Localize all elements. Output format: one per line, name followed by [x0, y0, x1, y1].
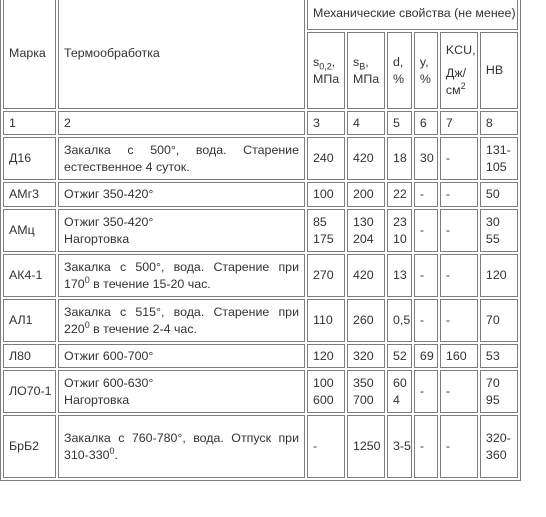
- reduction-of-area-cell: 30: [414, 137, 438, 180]
- elongation-cell: 22: [387, 182, 412, 207]
- reduction-of-area-cell: -: [414, 415, 438, 478]
- tensile-strength-cell: [347, 370, 385, 413]
- impact-toughness-cell: -: [440, 209, 478, 252]
- impact-toughness-cell: -: [440, 182, 478, 207]
- column-number: 2: [58, 111, 305, 135]
- column-number: 1: [3, 111, 56, 135]
- grade-cell: АК4-1: [3, 254, 56, 297]
- grade-cell: БрБ2: [3, 415, 56, 478]
- reduction-of-area-cell: 69: [414, 344, 438, 368]
- treatment-line: Отжиг 600-630°: [64, 375, 154, 390]
- treatment-cell: Отжиг 600-700°: [58, 344, 305, 368]
- treatment-line: Нагортовка: [64, 392, 130, 407]
- treatment-cell: [58, 209, 305, 252]
- treatment-text: Закалка с 515°, вода. Старение при 220: [64, 304, 299, 336]
- tensile-strength-cell: 320: [347, 344, 385, 368]
- elongation-cell: 52: [387, 344, 412, 368]
- value-line: 175: [313, 231, 334, 246]
- tensile-strength-cell: 1250: [347, 415, 385, 478]
- grade-cell: АЛ1: [3, 299, 56, 342]
- treatment-cell: Закалка с 500°, вода. Старение естественное 4 суток.: [58, 137, 305, 180]
- sigma-subscript: В: [359, 60, 366, 71]
- grade-cell: АМц: [3, 209, 56, 252]
- yield-strength-cell: [307, 209, 345, 252]
- hardness-cell: [480, 370, 518, 413]
- grade-cell: Л80: [3, 344, 56, 368]
- tensile-strength-cell: 420: [347, 254, 385, 297]
- impact-toughness-cell: -: [440, 415, 478, 478]
- header-symbol: KCU,: [445, 43, 476, 57]
- value-line: 70: [485, 375, 500, 390]
- sigma-subscript: 0,2: [319, 60, 332, 71]
- header-mechanical-properties: Механические свойства (не менее): [307, 0, 518, 30]
- header-unit: Дж/: [445, 66, 467, 80]
- treatment-cell: [58, 254, 305, 297]
- table-row: [3, 344, 518, 368]
- header-unit: МПа: [313, 71, 340, 86]
- hardness-cell: 320-360: [480, 415, 518, 478]
- hardness-cell: 53: [480, 344, 518, 368]
- degree-superscript: 0: [84, 274, 90, 285]
- column-number-row: [3, 111, 518, 135]
- sigma-symbol: s: [353, 54, 360, 69]
- treatment-line: Нагортовка: [64, 231, 130, 246]
- value-line: 95: [485, 392, 500, 407]
- hardness-cell: 50: [480, 182, 518, 207]
- value-line: 55: [485, 231, 500, 246]
- column-number: 7: [440, 111, 478, 135]
- value-line: 23: [393, 214, 407, 229]
- value-line: 700: [353, 392, 374, 407]
- treatment-line: Отжиг 350-420°: [64, 214, 154, 229]
- header-tensile-strength: [347, 32, 385, 109]
- table-row: [3, 299, 518, 342]
- header-unit: %: [419, 71, 431, 86]
- treatment-text: .: [114, 447, 118, 462]
- treatment-text: в течение 2-4 час.: [89, 321, 197, 336]
- grade-cell: Д16: [3, 137, 56, 180]
- impact-toughness-cell: -: [440, 137, 478, 180]
- reduction-of-area-cell: -: [414, 182, 438, 207]
- hardness-cell: [480, 209, 518, 252]
- header-symbol: d,: [393, 54, 404, 69]
- column-number: 4: [347, 111, 385, 135]
- grade-cell: ЛО70-1: [3, 370, 56, 413]
- yield-strength-cell: 120: [307, 344, 345, 368]
- sigma-symbol: s: [313, 54, 320, 69]
- yield-strength-cell: -: [307, 415, 345, 478]
- value-line: 85: [313, 214, 327, 229]
- header-reduction-of-area: [414, 32, 438, 109]
- header-hardness: HB: [480, 32, 518, 109]
- treatment-cell: [58, 299, 305, 342]
- header-grade: Марка: [3, 0, 56, 109]
- yield-strength-cell: 270: [307, 254, 345, 297]
- impact-toughness-cell: -: [440, 254, 478, 297]
- reduction-of-area-cell: -: [414, 254, 438, 297]
- tensile-strength-cell: 260: [347, 299, 385, 342]
- elongation-cell: 3-5: [387, 415, 412, 478]
- elongation-cell: [387, 209, 412, 252]
- value-line: 100: [313, 375, 334, 390]
- treatment-cell: [58, 370, 305, 413]
- degree-superscript: 0: [109, 445, 115, 456]
- value-line: 10: [393, 231, 407, 246]
- elongation-cell: 18: [387, 137, 412, 180]
- header-unit-superscript: 2: [460, 80, 466, 91]
- tensile-strength-cell: 200: [347, 182, 385, 207]
- header-impact-toughness: [440, 32, 478, 109]
- header-comma: ,: [331, 54, 336, 69]
- value-line: 130: [353, 214, 374, 229]
- header-unit: %: [393, 71, 405, 86]
- header-elongation: [387, 32, 412, 109]
- value-line: 600: [313, 392, 334, 407]
- yield-strength-cell: 240: [307, 137, 345, 180]
- reduction-of-area-cell: -: [414, 209, 438, 252]
- yield-strength-cell: 100: [307, 182, 345, 207]
- tensile-strength-cell: 420: [347, 137, 385, 180]
- hardness-cell: 70: [480, 299, 518, 342]
- degree-superscript: 0: [84, 319, 90, 330]
- header-comma: ,: [365, 54, 369, 69]
- table-row: [3, 254, 518, 297]
- treatment-text: Закалка с 500°, вода. Старение при 170: [64, 259, 299, 291]
- grade-cell: АМг3: [3, 182, 56, 207]
- impact-toughness-cell: 160: [440, 344, 478, 368]
- elongation-cell: [387, 370, 412, 413]
- hardness-cell: 131-105: [480, 137, 518, 180]
- elongation-cell: 0,5: [387, 299, 412, 342]
- header-treatment: Термообработка: [58, 0, 305, 109]
- impact-toughness-cell: -: [440, 299, 478, 342]
- column-number: 3: [307, 111, 345, 135]
- reduction-of-area-cell: -: [414, 299, 438, 342]
- value-line: 4: [393, 392, 400, 407]
- treatment-cell: Отжиг 350-420°: [58, 182, 305, 207]
- impact-toughness-cell: -: [440, 370, 478, 413]
- value-line: 60: [393, 375, 407, 390]
- treatment-text: Закалка с 760-780°, вода. Отпуск при 310-330: [64, 430, 299, 462]
- table-row: [3, 137, 518, 180]
- column-number: 6: [414, 111, 438, 135]
- header-symbol: y,: [419, 54, 429, 69]
- yield-strength-cell: [307, 370, 345, 413]
- column-number: 5: [387, 111, 412, 135]
- table-row: [3, 209, 518, 252]
- value-line: 350: [353, 375, 374, 390]
- value-line: 204: [353, 231, 374, 246]
- header-yield-strength: [307, 32, 345, 109]
- table-row: [3, 415, 518, 478]
- elongation-cell: 13: [387, 254, 412, 297]
- reduction-of-area-cell: -: [414, 370, 438, 413]
- treatment-text: в течение 15-20 час.: [89, 276, 211, 291]
- table-row: [3, 182, 518, 207]
- treatment-cell: [58, 415, 305, 478]
- tensile-strength-cell: [347, 209, 385, 252]
- header-unit: см: [445, 83, 461, 97]
- column-number: 8: [480, 111, 518, 135]
- table-row: [3, 370, 518, 413]
- hardness-cell: 120: [480, 254, 518, 297]
- header-unit: МПа: [353, 71, 380, 86]
- value-line: 30: [485, 214, 500, 229]
- yield-strength-cell: 110: [307, 299, 345, 342]
